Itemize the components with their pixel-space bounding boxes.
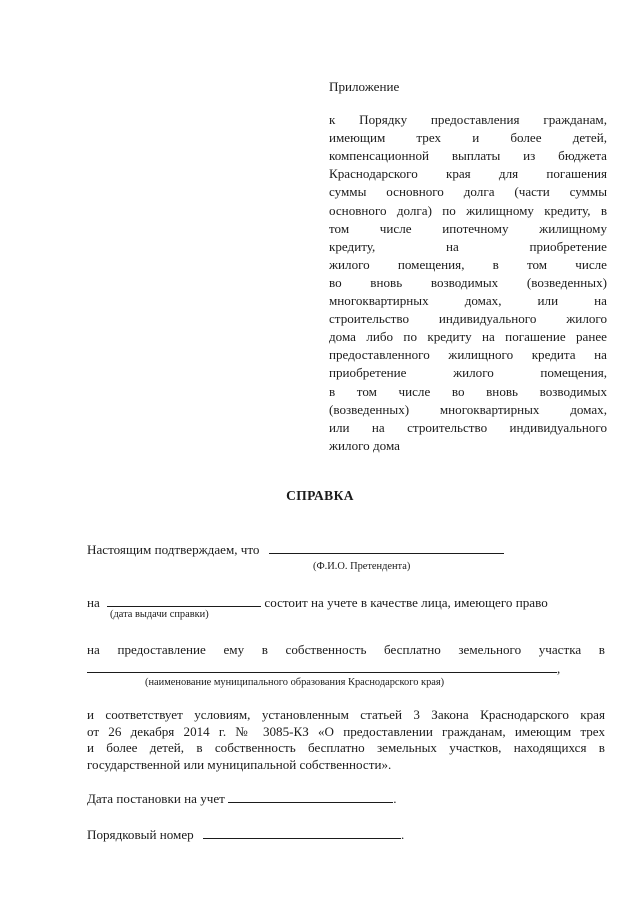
- appendix-line: жилого дома: [329, 437, 400, 453]
- appendix-line: основного долга) по жилищному кредиту, в: [329, 202, 607, 218]
- municipality-field[interactable]: [87, 660, 557, 673]
- registration-date-field[interactable]: [228, 790, 393, 803]
- confirm-row: [87, 541, 504, 558]
- appendix-line: дома либо по кредиту на погашение ранее: [329, 329, 607, 345]
- serial-number-row: [87, 826, 404, 843]
- registered-text: состоит на учете в качестве лица, имеющего право: [264, 595, 548, 610]
- appendix-line: жилого помещения, в том числе: [329, 256, 607, 272]
- appendix-line: Краснодарского края для погашения: [329, 166, 607, 182]
- registration-date-row: [87, 790, 396, 807]
- serial-number-suffix: .: [400, 827, 405, 842]
- certificate-date-caption: (дата выдачи справки): [110, 609, 209, 620]
- conditions-line: от 26 декабря 2014 г. № 3085-КЗ «О предоставлении гражданам, имеющим трех: [87, 723, 605, 739]
- appendix-line: кредиту, на приобретение: [329, 238, 607, 254]
- appendix-line: к Порядку предоставления гражданам,: [329, 112, 607, 128]
- provision-row: [87, 642, 605, 659]
- confirm-text: Настоящим подтверждаем, что: [87, 542, 260, 557]
- registration-date-label: Дата постановки на учет: [87, 791, 225, 806]
- appendix-title: Приложение: [329, 79, 400, 94]
- appendix-line: имеющим трех и более детей,: [329, 130, 607, 146]
- provision-text: на предоставление ему в собственность бесплатно земельного участка в: [87, 642, 605, 657]
- appendix-line: приобретение жилого помещения,: [329, 365, 607, 381]
- appendix-line: в том числе во вновь возводимых: [329, 383, 607, 399]
- municipality-row: [87, 660, 560, 677]
- serial-number-label: Порядковый номер: [87, 827, 194, 842]
- conditions-line: и соответствует условиям, установленным статьей 3 Закона Краснодарского края: [87, 707, 605, 722]
- appendix-line: том числе ипотечному жилищному: [329, 220, 607, 236]
- on-text: на: [87, 595, 100, 610]
- appendix-line: многоквартирных домах, или на: [329, 293, 607, 309]
- appendix-line: или на строительство индивидуального: [329, 419, 607, 435]
- appendix-block: [329, 78, 607, 455]
- municipality-suffix: ,: [557, 661, 561, 676]
- applicant-name-field[interactable]: [269, 541, 504, 554]
- appendix-line: компенсационной выплаты из бюджета: [329, 148, 607, 164]
- registration-date-suffix: .: [393, 791, 397, 806]
- appendix-line: во вновь возводимых (возведенных): [329, 274, 607, 290]
- appendix-line: (возведенных) многоквартирных домах,: [329, 401, 607, 417]
- conditions-line: государственной или муниципальной собственности».: [87, 756, 392, 772]
- serial-number-field[interactable]: [203, 826, 401, 839]
- appendix-line: строительство индивидуального жилого: [329, 311, 607, 327]
- applicant-name-caption: (Ф.И.О. Претендента): [313, 561, 411, 572]
- conditions-line: и более детей, в собственность бесплатно земельных участков, находящихся в: [87, 740, 605, 756]
- appendix-line: суммы основного долга (части суммы: [329, 184, 607, 200]
- appendix-body: [329, 111, 607, 455]
- certificate-date-field[interactable]: [107, 594, 261, 607]
- conditions-paragraph: [87, 707, 605, 773]
- document-title: СПРАВКА: [286, 488, 354, 503]
- municipality-caption: (наименование муниципального образования Краснодарского края): [145, 677, 445, 688]
- appendix-line: предоставленного жилищного кредита на: [329, 347, 607, 363]
